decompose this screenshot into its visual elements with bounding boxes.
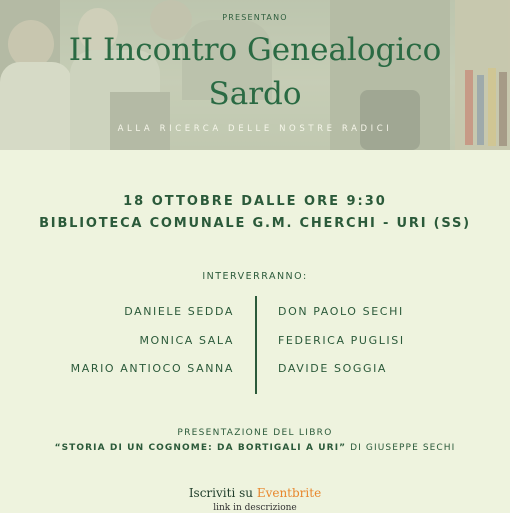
event-venue: BIBLIOTECA COMUNALE G.M. CHERCHI - URI (SS) (39, 216, 471, 231)
event-date: 18 OTTOBRE DALLE ORE 9:30 (123, 194, 387, 209)
speaker-name: DON PAOLO SECHI (278, 305, 404, 318)
link-note: link in descrizione (213, 503, 297, 513)
book-intro: PRESENTAZIONE DEL LIBRO (177, 428, 333, 438)
speaker-name: MARIO ANTIOCO SANNA (70, 362, 234, 375)
cta-prefix: Iscriviti su (188, 486, 257, 500)
speaker-name: MONICA SALA (139, 333, 234, 347)
registration-cta[interactable] (0, 486, 510, 500)
title-line-1: II Incontro Genealogico (68, 32, 442, 68)
speakers-heading: INTERVERRANNO: (202, 271, 308, 282)
book-author: DI GIUSEPPE SECHI (350, 443, 456, 453)
eventbrite-link[interactable]: Eventbrite (256, 486, 322, 500)
speakers-left-column (71, 305, 234, 391)
speaker-name: FEDERICA PUGLISI (278, 333, 405, 347)
header-banner (0, 0, 510, 150)
speakers-divider (255, 296, 257, 394)
speaker-name: DANIELE SEDDA (124, 305, 234, 318)
speakers-right-column (278, 305, 405, 391)
eyebrow-label: PRESENTANO (222, 13, 288, 22)
book-credit (0, 443, 510, 453)
book-title: “STORIA DI UN COGNOME: DA BORTIGALI A URI” (54, 443, 347, 453)
event-subtitle: ALLA RICERCA DELLE NOSTRE RADICI (117, 124, 393, 134)
speaker-name: DAVIDE SOGGIA (278, 362, 388, 375)
title-line-2: Sardo (208, 76, 302, 112)
event-title (0, 28, 510, 116)
